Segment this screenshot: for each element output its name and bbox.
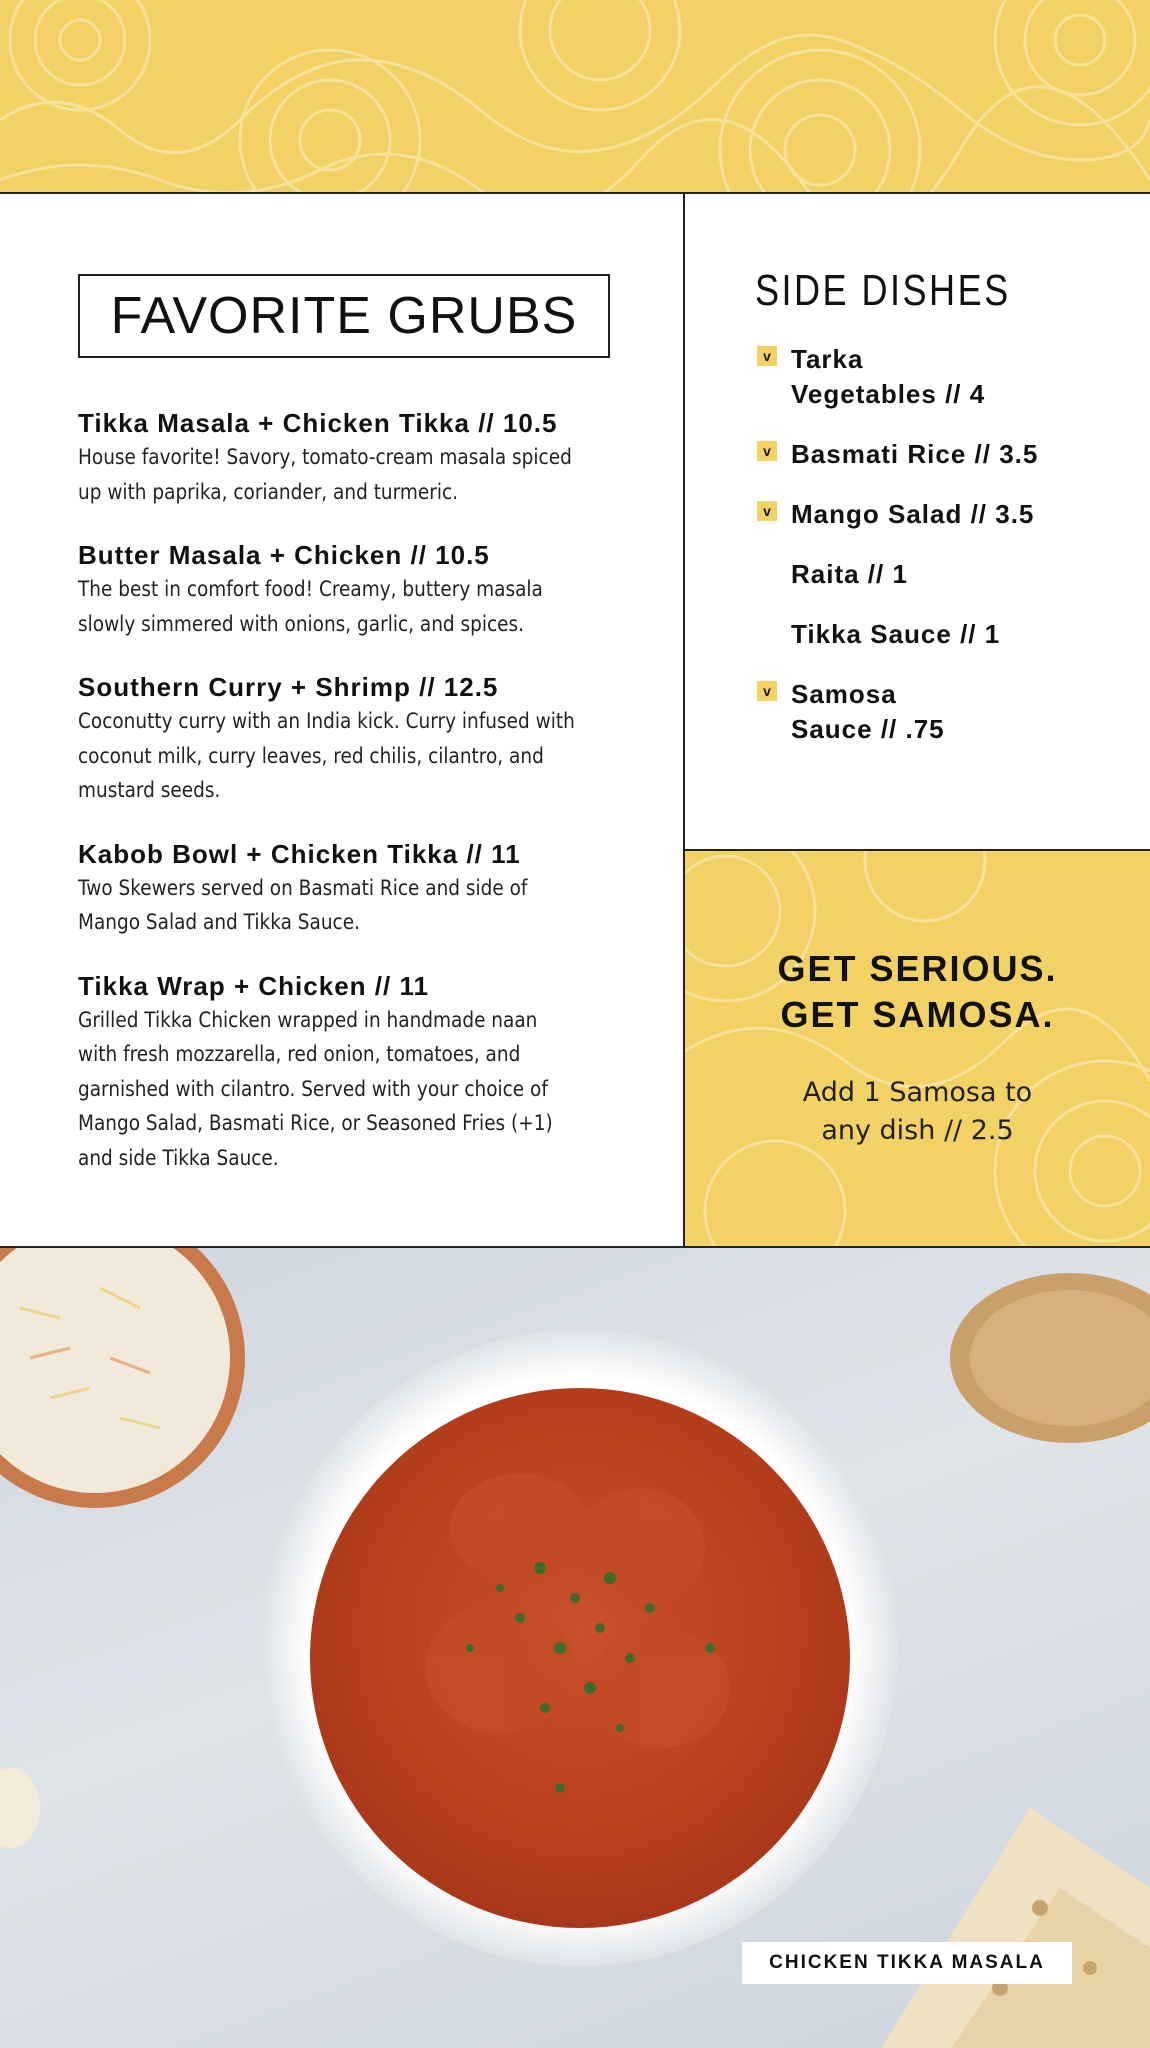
vegetarian-icon: v	[757, 501, 777, 521]
menu-item-name: Tikka Masala + Chicken Tikka // 10.5	[78, 408, 558, 438]
side-dish-name-line: Raita // 1	[791, 559, 908, 589]
side-dish-name-line: Tikka Sauce // 1	[791, 619, 1001, 649]
side-dish-name-line: Basmati Rice // 3.5	[791, 439, 1039, 469]
menu-item-description	[78, 871, 641, 940]
menu-item-description	[78, 704, 641, 808]
promo-headline-line: GET SERIOUS.	[777, 948, 1058, 989]
menu-item	[78, 837, 638, 940]
menu-item-description	[78, 440, 641, 509]
menu-item	[78, 406, 638, 509]
menu-item-description-line: and side Tikka Sauce.	[78, 1145, 279, 1170]
menu-item-description-line: Grilled Tikka Chicken wrapped in handmade naan	[78, 1007, 538, 1032]
side-dish-item	[757, 342, 1137, 412]
food-photo	[0, 1246, 1150, 2048]
photo-caption: CHICKEN TIKKA MASALA	[769, 1952, 1045, 1973]
menu-item-name: Southern Curry + Shrimp // 12.5	[78, 672, 499, 702]
promo-subtext-line: Add 1 Samosa to	[802, 1077, 1033, 1108]
side-dish-item	[757, 557, 1137, 592]
samosa-promo-panel	[685, 851, 1150, 1246]
side-dish-item	[757, 497, 1137, 532]
side-dish-name-line: Tarka	[791, 344, 864, 374]
menu-item	[78, 670, 638, 808]
menu-item-description-line: up with paprika, coriander, and turmeric.	[78, 479, 459, 504]
side-dish-name-line: Mango Salad // 3.5	[791, 499, 1035, 529]
promo-mandala-pattern	[685, 851, 1150, 1246]
promo-subtext	[685, 1074, 1150, 1150]
menu-item-description-line: slowly simmered with onions, garlic, and spices.	[78, 611, 525, 636]
menu-item-description-line: House favorite! Savory, tomato-cream masala spiced	[78, 445, 572, 469]
menu-item-description-line: with fresh mozzarella, red onion, tomatoes, and	[78, 1042, 521, 1066]
garlic-clove	[0, 1768, 40, 1848]
menu-item-description-line: coconut milk, curry leaves, red chilis, cilantro, and	[78, 743, 544, 768]
side-dish-name-line: Vegetables // 4	[791, 379, 986, 409]
menu-item	[78, 969, 638, 1176]
favorites-title: FAVORITE GRUBS	[110, 287, 578, 345]
mandala-pattern	[0, 0, 1150, 194]
menu-item-description-line: Two Skewers served on Basmati Rice and side of	[78, 875, 528, 900]
side-dish-name-line: Sauce // .75	[791, 714, 945, 744]
side-dish-item	[757, 677, 1137, 747]
menu-item-description	[78, 1003, 641, 1176]
vegetarian-icon: v	[757, 441, 777, 461]
photo-caption-box	[742, 1942, 1072, 1984]
side-dish-name	[791, 342, 1137, 412]
food-photo-illustration	[0, 1248, 1150, 2048]
side-dishes-title: SIDE DISHES	[755, 266, 1011, 315]
vegetarian-icon: v	[757, 346, 777, 366]
promo-headline	[685, 946, 1150, 1038]
side-dish-name	[791, 677, 1137, 747]
menu-item-description-line: garnished with cilantro. Served with your choice of	[78, 1076, 548, 1101]
side-dishes-panel	[685, 194, 1150, 851]
favorites-title-box	[78, 274, 610, 358]
menu-item-description-line: The best in comfort food! Creamy, buttery masala	[78, 577, 543, 601]
side-dish-name	[791, 437, 1137, 472]
vegetarian-icon: v	[757, 681, 777, 701]
menu-item-description	[78, 572, 641, 641]
side-dish-item	[757, 617, 1137, 652]
menu-item-description-line: Mango Salad and Tikka Sauce.	[78, 910, 360, 934]
menu-item-name: Tikka Wrap + Chicken // 11	[78, 970, 429, 1001]
side-dishes-list	[757, 342, 1137, 772]
menu-item-description-line: Coconutty curry with an India kick. Curry infused with	[78, 709, 575, 733]
favorites-panel	[0, 194, 685, 1246]
menu-item-name: Butter Masala + Chicken // 10.5	[78, 540, 490, 570]
promo-headline-line: GET SAMOSA.	[780, 994, 1055, 1035]
menu-item	[78, 538, 638, 641]
menu-item-description-line: Mango Salad, Basmati Rice, or Seasoned Fries (+1)	[78, 1111, 553, 1135]
menu-item-description-line: mustard seeds.	[78, 778, 221, 802]
menu-item-name: Kabob Bowl + Chicken Tikka // 11	[78, 838, 521, 869]
top-pattern-band	[0, 0, 1150, 194]
favorites-list	[78, 406, 638, 1204]
side-dish-name-line: Samosa	[791, 679, 897, 709]
promo-subtext-line: any dish // 2.5	[821, 1115, 1014, 1146]
side-dish-name	[791, 557, 1137, 592]
side-dish-name	[791, 617, 1137, 652]
rice-bowl	[0, 1248, 245, 1508]
side-dish-item	[757, 437, 1137, 472]
side-dish-name	[791, 497, 1137, 532]
